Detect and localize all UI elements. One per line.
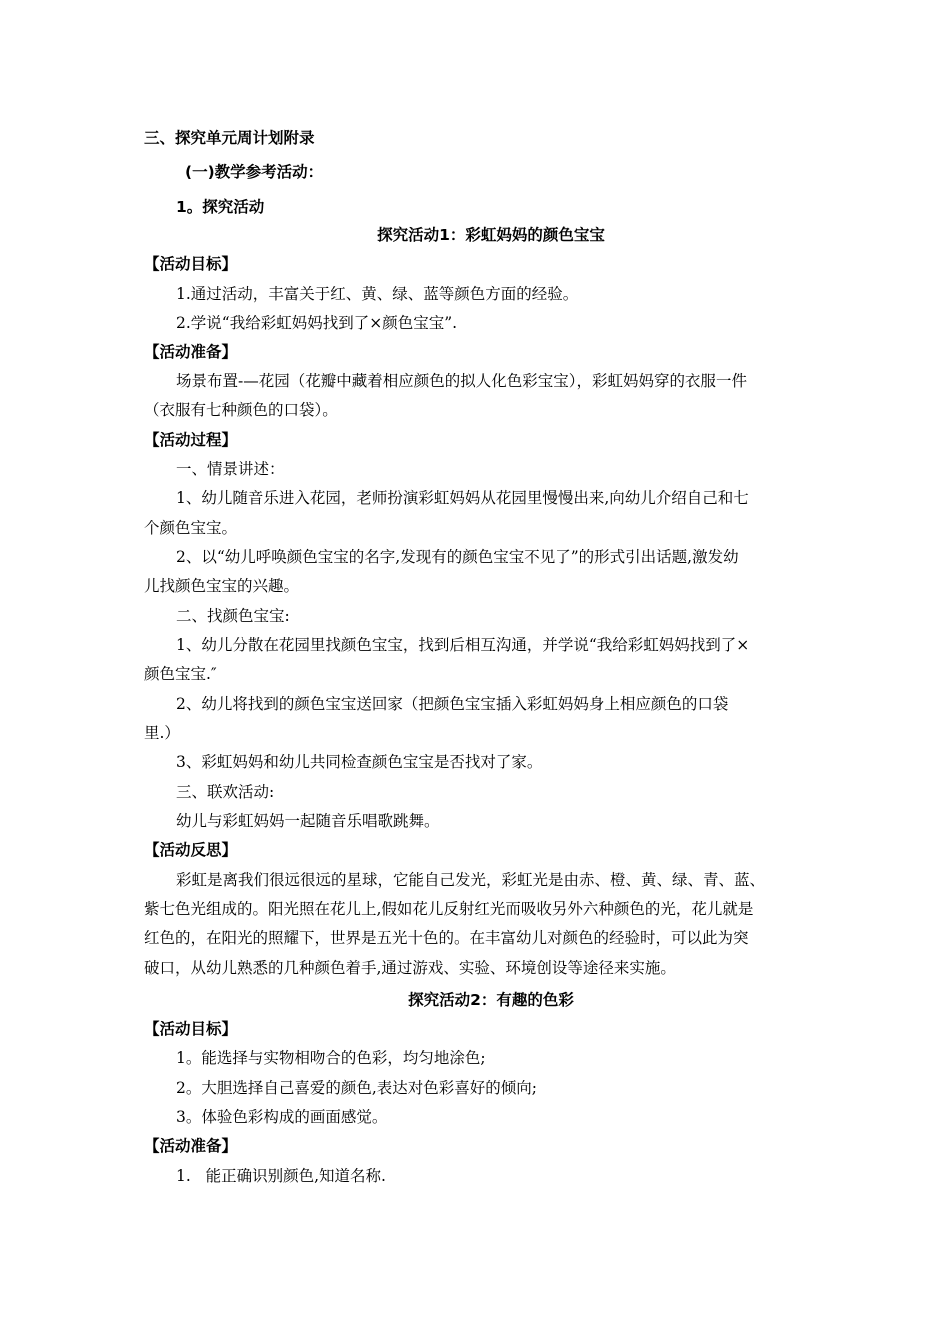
activity2-prep-heading: 【活动准备】	[144, 1137, 238, 1155]
step1-title: 一、情景讲述：	[176, 460, 285, 478]
step3-1: 幼儿与彩虹妈妈一起随音乐唱歌跳舞。	[176, 812, 440, 830]
activity2-title: 探究活动2：有趣的色彩	[408, 991, 574, 1009]
sub-sub-title: 1。探究活动	[176, 198, 265, 216]
activity2-goal-1: 1。能选择与实物相吻合的色彩，均匀地涂色;	[176, 1049, 486, 1067]
activity2-prep-1: 1. 能正确识别颜色,知道名称.	[176, 1167, 386, 1185]
activity2-goal-2: 2。大胆选择自己喜爱的颜色,表达对色彩喜好的倾向;	[176, 1079, 538, 1097]
activity1-prep-heading: 【活动准备】	[144, 343, 238, 361]
reflect-line4: 破口，从幼儿熟悉的几种颜色着手,通过游戏、实验、环境创设等途径来实施。	[144, 959, 676, 977]
activity1-prep-line1: 场景布置-—花园（花瓣中藏着相应颜色的拟人化色彩宝宝），彩虹妈妈穿的衣服一件	[176, 372, 747, 390]
activity2-goal-heading: 【活动目标】	[144, 1020, 238, 1038]
activity1-goal-1: 1.通过活动，丰富关于红、黄、绿、蓝等颜色方面的经验。	[176, 285, 579, 303]
activity2-goal-3: 3。体验色彩构成的画面感觉。	[176, 1108, 388, 1126]
activity1-title: 探究活动1：彩虹妈妈的颜色宝宝	[377, 226, 605, 244]
step2-1-line1: 1、幼儿分散在花园里找颜色宝宝，找到后相互沟通，并学说“我给彩虹妈妈找到了×	[176, 636, 750, 654]
activity1-reflect-heading: 【活动反思】	[144, 841, 238, 859]
section-title: 三、探究单元周计划附录	[144, 129, 315, 147]
step1-1-line2: 个颜色宝宝。	[144, 519, 238, 537]
reflect-line1: 彩虹是离我们很远很远的星球，它能自己发光，彩虹光是由赤、橙、黄、绿、青、蓝、	[176, 871, 766, 889]
step1-2-line1: 2、以“幼儿呼唤颜色宝宝的名字,发现有的颜色宝宝不见了”的形式引出话题,激发幼	[176, 548, 739, 566]
step1-1-line1: 1、幼儿随音乐进入花园，老师扮演彩虹妈妈从花园里慢慢出来,向幼儿介绍自己和七	[176, 489, 749, 507]
step2-2-line2: 里.）	[144, 724, 180, 742]
step1-2-line2: 儿找颜色宝宝的兴趣。	[144, 577, 300, 595]
step3-title: 三、联欢活动:	[176, 783, 275, 801]
step2-3: 3、彩虹妈妈和幼儿共同检查颜色宝宝是否找对了家。	[176, 753, 543, 771]
step2-1-line2: 颜色宝宝.″	[144, 665, 217, 683]
activity1-goal-2: 2.学说“我给彩虹妈妈找到了×颜色宝宝”.	[176, 314, 458, 332]
activity1-goal-heading: 【活动目标】	[144, 255, 238, 273]
activity1-process-heading: 【活动过程】	[144, 431, 238, 449]
sub-title: (一)教学参考活动：	[185, 163, 324, 181]
activity1-prep-line2: （衣服有七种颜色的口袋）。	[144, 401, 338, 419]
step2-2-line1: 2、幼儿将找到的颜色宝宝送回家（把颜色宝宝插入彩虹妈妈身上相应颜色的口袋	[176, 695, 729, 713]
step2-title: 二、找颜色宝宝:	[176, 607, 290, 625]
reflect-line3: 红色的，在阳光的照耀下，世界是五光十色的。在丰富幼儿对颜色的经验时，可以此为突	[144, 929, 749, 947]
reflect-line2: 紫七色光组成的。阳光照在花儿上,假如花儿反射红光而吸收另外六种颜色的光，花儿就是	[144, 900, 754, 918]
